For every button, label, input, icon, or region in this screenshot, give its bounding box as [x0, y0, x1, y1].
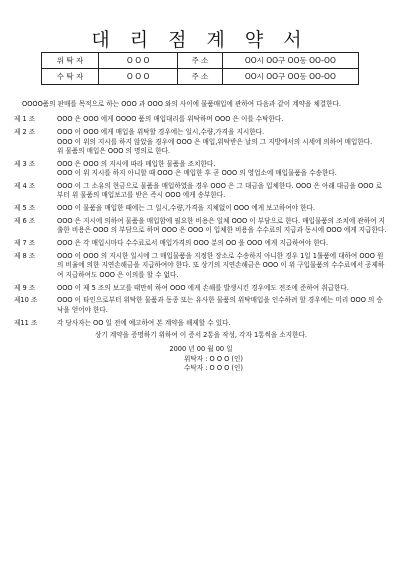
party-address: OO시 OO구 OO동 OO-OO	[222, 69, 358, 85]
article-6	[14, 217, 388, 236]
article-number: 제 5 조	[14, 204, 36, 213]
party-role: 위 탁 자	[42, 53, 99, 69]
article-text: OOO 은 OOO 의 지시에 따라 매입한 물품을 조치한다.	[57, 159, 216, 168]
party-row-consignor	[42, 53, 359, 69]
party-role: 수 탁 자	[42, 69, 99, 85]
article-8	[14, 252, 388, 280]
article-text: 각 당사자는 OO 일 전에 예고하여 본 계약을 해제할 수 있다.	[57, 318, 231, 327]
article-number: 제 4 조	[14, 181, 36, 190]
article-number: 제 1 조	[14, 115, 36, 124]
signature-consignee	[184, 364, 388, 373]
article-text: OOO 이 OOO 에게 매입을 위탁할 경우에는 일시,수량,가격을 지시한다.	[57, 128, 265, 137]
article-4	[14, 182, 388, 201]
signature-name: : O O O	[205, 364, 230, 373]
article-3	[14, 160, 388, 179]
article-subline: OOO 이 위 지시를 하지 아니할 때 OOO 은 매입한 후 곧 OOO 의 영업소에 매입물품을 수송한다.	[57, 169, 337, 178]
article-text: OOO 이 제 5 조의 보고를 태만히 하여 OOO 에게 손해를 발생시킨 경우에도 전조에 준하여 취급한다.	[57, 283, 349, 292]
article-number: 제 6 조	[14, 216, 36, 225]
article-subline: 위 물품의 매입은 OOO 의 명의로 한다.	[57, 146, 171, 155]
article-5	[14, 204, 388, 213]
closing-statement: 상기 계약을 증명하기 위하여 이 증서 2통을 작성, 각자 1통씩을 소지한다.	[95, 331, 307, 340]
party-name: O O O	[99, 53, 178, 69]
seal-mark: (인)	[231, 364, 243, 373]
address-label: 주 소	[178, 53, 222, 69]
article-number: 제 8 조	[14, 251, 36, 260]
article-text: OOO 은 OOO 에게 OOOO 품의 매입대리를 위탁하며 OOO 은 이를 수탁한다.	[57, 115, 284, 124]
intro-paragraph: OOOO품의 판매를 목적으로 하는 OOO 과 OOO 와의 사이에 물품매입에 관하여 다음과 같이 계약을 체결한다.	[22, 100, 342, 108]
article-10	[14, 296, 388, 315]
document-title: 대 리 점 계 약 서	[91, 29, 309, 51]
contract-date: 2000 년 00 월 00 일	[169, 344, 233, 353]
party-name: O O O	[99, 69, 178, 85]
article-text: OOO 이 OOO 의 지시한 일시에 그 매입물품을 지정한 장소로 수송하지 아니한 경우 1일 1톨품에 대하여 OOO 원의 비율에 의한 지연손해금을 지급하여야 한다. 또 상기의 지연손해금은 OOO 이 위 구입물품의 수수료에서 공제하여 지급하여도 OOO 은 이의를 할 수 없다.	[57, 251, 385, 279]
article-text: OOO 은 지시에 의하여 물품을 매입함에 필요한 비용은 일체 OOO 이 부담으로 한다. 매입물품의 조치에 관하여 지출한 비용은 OOO 의 부담으로 하며 OOO 은 OOO 이 입체한 비용을 수수료의 지급과 동시에 OOO 에게 지급한다.	[57, 216, 387, 235]
article-text: OOO 이 타인으로부터 위탁한 물품과 동종 또는 유사한 물품의 위탁매입을 인수하려 할 경우에는 미리 OOO 의 승낙을 얻어야 한다.	[57, 296, 383, 314]
signature-label: 위탁자	[184, 355, 204, 364]
contract-body	[14, 100, 388, 374]
party-address: OO시 OO구 OO동 OO-OO	[222, 53, 358, 69]
article-2	[14, 128, 388, 156]
signature-consignor	[184, 355, 388, 364]
party-row-consignee	[42, 69, 359, 85]
article-11	[14, 319, 388, 328]
article-7	[14, 239, 388, 248]
signature-label: 수탁자	[184, 364, 204, 373]
article-9	[14, 284, 388, 293]
signature-block	[14, 355, 388, 374]
article-number: 제 3 조	[14, 159, 36, 168]
parties-table	[41, 52, 359, 85]
address-label: 주 소	[178, 69, 222, 85]
article-text: OOO 이 물품을 매입한 때에는 그 일시,수량,가격을 지체없이 OOO 에게 보고하여야 한다.	[57, 204, 315, 213]
seal-mark: (인)	[231, 355, 243, 364]
article-text: OOO 은 각 매입시마다 수수료로서 매입가격의 OOO 분의 OO 을 OOO 에게 지급하여야 한다.	[57, 239, 329, 248]
article-1	[14, 115, 388, 124]
article-text: OOO 이 그 소유의 현금으로 물품을 매입하였을 경우 OOO 은 그 대금을 입체한다. OOO 은 아래 대금을 OOO 로부터 위 물품의 매입보고를 받은 즉시 OOO 에게 송부한다.	[57, 181, 383, 200]
signature-name: : O O O	[205, 355, 230, 364]
article-number: 제 7 조	[14, 239, 36, 248]
article-number: 제10 조	[14, 296, 38, 305]
article-number: 제11 조	[14, 318, 38, 327]
article-subline: OOO 이 위의 지시를 하지 않았을 경우에 OOO 은 매입,위탁받은 날의 그 지방에서의 시세에 의하여 매입한다.	[57, 137, 373, 146]
article-number: 제 2 조	[14, 128, 36, 137]
article-number: 제 9 조	[14, 283, 36, 292]
